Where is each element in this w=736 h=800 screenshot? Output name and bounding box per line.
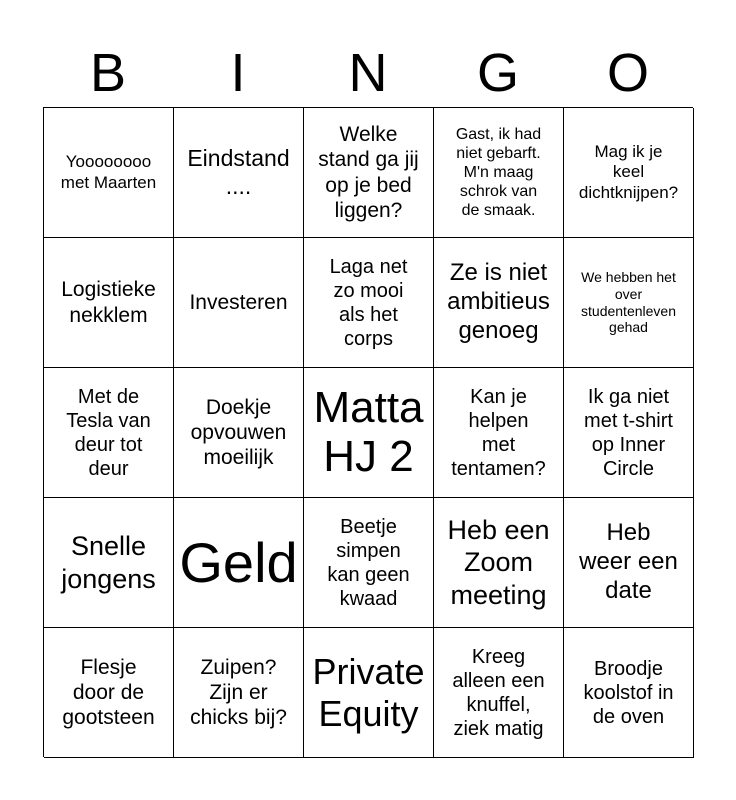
cell-text: Geld (179, 530, 298, 594)
cell-text: Laga net zo mooi als het corps (329, 255, 408, 350)
header-letter-i: I (230, 43, 246, 103)
cell-text: Logistieke nekklem (61, 278, 156, 327)
bingo-cell-r1-c1[interactable] (44, 108, 174, 238)
cell-text: Doekje opvouwen moeilijk (190, 395, 287, 470)
bingo-cell-r1-c4[interactable] (434, 108, 564, 238)
cell-text: Snelle jongens (61, 531, 156, 594)
bingo-cell-r5-c4[interactable] (434, 628, 564, 758)
bingo-cell-r5-c3[interactable] (304, 628, 434, 758)
bingo-cell-r1-c5[interactable] (564, 108, 694, 238)
cell-text: Beetje simpen kan geen kwaad (327, 515, 410, 610)
bingo-cell-r4-c2[interactable] (174, 498, 304, 628)
cell-text: Kan je helpen met tentamen? (451, 385, 546, 480)
cell-text: Eindstand .... (187, 144, 290, 199)
bingo-cell-r3-c4[interactable] (434, 368, 564, 498)
cell-text: Met de Tesla van deur tot deur (66, 385, 151, 480)
cell-text: Gast, ik had niet gebarft. M'n maag schrok van de smaak. (455, 125, 542, 220)
cell-text: Yoooooooo met Maarten (60, 152, 157, 192)
bingo-cell-r5-c5[interactable] (564, 628, 694, 758)
bingo-cell-r3-c1[interactable] (44, 368, 174, 498)
header-letter-b: B (89, 43, 127, 103)
bingo-cell-r2-c3[interactable] (304, 238, 434, 368)
header-letter-o: O (606, 43, 649, 103)
bingo-cell-r1-c3[interactable] (304, 108, 434, 238)
header-letter-g: G (476, 43, 519, 103)
bingo-cell-r4-c5[interactable] (564, 498, 694, 628)
header-letter-n: N (348, 43, 388, 103)
cell-text: Ze is niet ambitieus genoeg (447, 259, 550, 344)
cell-text: Matta HJ 2 (313, 383, 424, 481)
bingo-cell-r2-c1[interactable] (44, 238, 174, 368)
cell-text: Welke stand ga jij op je bed liggen? (318, 123, 419, 222)
cell-text: Flesje door de gootsteen (62, 655, 155, 730)
bingo-cell-r4-c4[interactable] (434, 498, 564, 628)
bingo-cell-r3-c3[interactable] (304, 368, 434, 498)
bingo-grid (43, 107, 693, 757)
bingo-cell-r3-c5[interactable] (564, 368, 694, 498)
cell-text: Zuipen? Zijn er chicks bij? (190, 655, 287, 730)
bingo-cell-r3-c2[interactable] (174, 368, 304, 498)
bingo-cell-r4-c3[interactable] (304, 498, 434, 628)
bingo-cell-r2-c5[interactable] (564, 238, 694, 368)
cell-text: Investeren (189, 290, 288, 314)
bingo-cell-r5-c1[interactable] (44, 628, 174, 758)
cell-text: Broodje koolstof in de oven (583, 657, 674, 728)
bingo-cell-r1-c2[interactable] (174, 108, 304, 238)
cell-text: We hebben het over studentenleven gehad (581, 268, 676, 336)
bingo-cell-r5-c2[interactable] (174, 628, 304, 758)
bingo-cell-r4-c1[interactable] (44, 498, 174, 628)
cell-text: Heb een Zoom meeting (447, 514, 550, 610)
cell-text: Kreeg alleen een knuffel, ziek matig (452, 645, 545, 740)
bingo-cell-r2-c4[interactable] (434, 238, 564, 368)
cell-text: Private Equity (312, 651, 425, 734)
cell-text: Heb weer een date (579, 519, 678, 604)
cell-text: Mag ik je keel dichtknijpen? (578, 141, 679, 202)
bingo-header (43, 38, 693, 108)
bingo-cell-r2-c2[interactable] (174, 238, 304, 368)
cell-text: Ik ga niet met t-shirt op Inner Circle (584, 385, 673, 480)
